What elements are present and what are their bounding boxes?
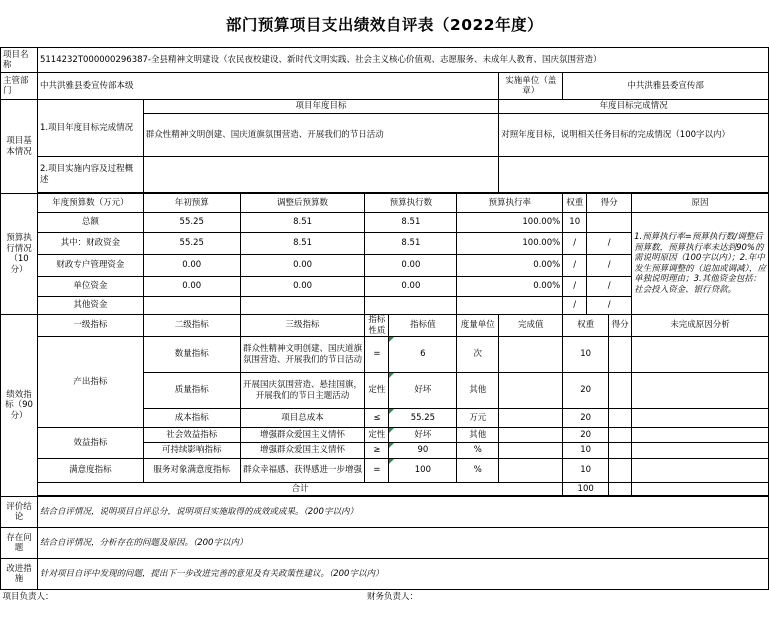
budget-row-adjusted: 8.51	[240, 233, 365, 255]
budget-section-label: 预算执行情况（10分）	[1, 194, 38, 315]
perf-row-done	[499, 428, 563, 443]
budget-row-executed: 0.00	[365, 277, 457, 297]
project-name-value: 5114232T000000296387-全县精神文明建设（农民夜校建设、新时代文明实践、社会主义核心价值观、志愿服务、未成年人教育、国庆氛围营造）	[37, 48, 768, 73]
budget-header-item: 年度预算数（万元）	[37, 194, 143, 213]
goal-value: 群众性精神文明创建、国庆道旗氛围营造、开展我们的节日活动	[143, 114, 498, 157]
budget-row-adjusted: 8.51	[240, 213, 365, 233]
perf-row-analysis	[632, 428, 769, 443]
perf-row-level2: 服务对象满意度指标	[143, 459, 240, 483]
budget-row-rate: 100.00%	[457, 233, 563, 255]
total-score	[609, 483, 632, 496]
perf-row-level3: 群众性精神文明创建、国庆道旗氛围营造、开展我们的节日活动	[240, 337, 365, 373]
perf-row-value: 100	[389, 459, 457, 483]
output-indicator-label: 产出指标	[37, 337, 143, 428]
perf-row-weight: 10	[563, 443, 609, 459]
perf-row-level2: 成本指标	[143, 409, 240, 428]
perf-row-level2: 数量指标	[143, 337, 240, 373]
budget-row-score: /	[587, 255, 632, 277]
perf-row-value: 55.25	[389, 409, 457, 428]
perf-row-analysis	[632, 373, 769, 409]
total-analysis	[632, 483, 769, 496]
total-weight: 100	[563, 483, 609, 496]
perf-row-value: 6	[389, 337, 457, 373]
perf-header-nature: 指标性质	[365, 315, 389, 337]
perf-row-nature: ≤	[365, 409, 389, 428]
perf-header-level2: 二级指标	[143, 315, 240, 337]
perf-row-score	[609, 443, 632, 459]
dept-label: 主管部门	[1, 73, 38, 100]
budget-row-label: 总额	[37, 213, 143, 233]
perf-row-level3: 项目总成本	[240, 409, 365, 428]
perf-row-analysis	[632, 409, 769, 428]
perf-header-value: 指标值	[389, 315, 457, 337]
perf-row-nature: =	[365, 459, 389, 483]
budget-row-adjusted	[240, 297, 365, 315]
evaluation-table	[0, 47, 769, 604]
perf-row-weight: 20	[563, 373, 609, 409]
perf-row-level3: 增强群众爱国主义情怀	[240, 428, 365, 443]
perf-row-value: 好坏	[389, 373, 457, 409]
budget-row-initial	[143, 297, 240, 315]
perf-row-weight: 10	[563, 337, 609, 373]
perf-header-analysis: 未完成原因分析	[632, 315, 769, 337]
perf-row-level2: 可持续影响指标	[143, 443, 240, 459]
perf-row-done	[499, 459, 563, 483]
perf-row-level3: 开展国庆氛围营造、悬挂国旗，开展我们的节日主题活动	[240, 373, 365, 409]
goal-header: 项目年度目标	[143, 100, 498, 114]
problems-text: 结合自评情况，分析存在的问题及原因。（200字以内）	[37, 528, 768, 559]
budget-row-executed: 0.00	[365, 255, 457, 277]
measures-label: 改进措施	[1, 559, 38, 590]
perf-header-level1: 一级指标	[37, 315, 143, 337]
budget-row-label: 其他资金	[37, 297, 143, 315]
conclusion-text: 结合自评情况，说明项目自评总分，说明项目实施取得的成效或成果。（200字以内）	[37, 497, 768, 528]
budget-header-executed: 预算执行数	[365, 194, 457, 213]
budget-row-label: 财政专户管理资金	[37, 255, 143, 277]
completion-desc: 对照年度目标，说明相关任务目标的完成情况（100字以内）	[499, 114, 769, 157]
perf-row-value: 好坏	[389, 428, 457, 443]
perf-header-score: 得分	[609, 315, 632, 337]
completion-header: 年度目标完成情况	[499, 100, 769, 114]
budget-header-rate: 预算执行率	[457, 194, 563, 213]
budget-row-rate: 0.00%	[457, 277, 563, 297]
perf-row-analysis	[632, 443, 769, 459]
perf-row-weight: 20	[563, 409, 609, 428]
budget-row-rate	[457, 297, 563, 315]
budget-header-initial: 年初预算	[143, 194, 240, 213]
budget-row-weight: /	[563, 277, 587, 297]
perf-row-level2: 质量指标	[143, 373, 240, 409]
perf-row-done	[499, 373, 563, 409]
perf-row-value: 90	[389, 443, 457, 459]
perf-header-done: 完成值	[499, 315, 563, 337]
budget-row-initial: 55.25	[143, 233, 240, 255]
conclusion-label: 评价结论	[1, 497, 38, 528]
perf-row-nature: 定性	[365, 373, 389, 409]
perf-row-score	[609, 373, 632, 409]
budget-row-adjusted: 0.00	[240, 255, 365, 277]
budget-header-score: 得分	[587, 194, 632, 213]
measures-text: 针对项目自评中发现的问题，提出下一步改进完善的意见及有关政策性建议。（200字以内）	[37, 559, 768, 590]
perf-row-level2: 社会效益指标	[143, 428, 240, 443]
perf-row-level3: 群众幸福感、获得感进一步增强	[240, 459, 365, 483]
perf-row-nature: ≥	[365, 443, 389, 459]
budget-row-score: /	[587, 277, 632, 297]
budget-header-weight: 权重	[563, 194, 587, 213]
finance-leader-label: 财务负责人：	[365, 590, 769, 604]
budget-row-weight: 10	[563, 213, 587, 233]
budget-row-initial: 0.00	[143, 277, 240, 297]
perf-header-unit: 度量单位	[457, 315, 499, 337]
page-title: 部门预算项目支出绩效自评表（2022年度）	[225, 15, 544, 34]
budget-row-adjusted: 0.00	[240, 277, 365, 297]
implementation-label: 2.项目实施内容及过程概述	[37, 157, 143, 193]
perf-row-unit: %	[457, 459, 499, 483]
perf-header-level3: 三级指标	[240, 315, 365, 337]
budget-row-initial: 0.00	[143, 255, 240, 277]
budget-row-weight: /	[563, 255, 587, 277]
perf-row-nature: 定性	[365, 428, 389, 443]
perf-row-score	[609, 459, 632, 483]
perf-row-nature: =	[365, 337, 389, 373]
perf-row-done	[499, 337, 563, 373]
perf-row-unit: 其他	[457, 428, 499, 443]
impl-unit-label: 实施单位（盖章）	[499, 73, 563, 100]
perf-row-score	[609, 428, 632, 443]
budget-reason-text: 1.预算执行率=预算执行数/调整后预算数，预算执行率未达到90%的需说明原因（100字以内）；2.年中发生预算调整的（追加或调减），应单独说明理由；3.其他资金包括：社会投入资金、银行贷款。	[632, 213, 769, 315]
perf-row-unit: 其他	[457, 373, 499, 409]
budget-row-executed: 8.51	[365, 233, 457, 255]
basic-section-label: 项目基本情况	[1, 100, 38, 194]
budget-row-label: 其中：财政资金	[37, 233, 143, 255]
project-name-label: 项目名称	[1, 48, 38, 73]
perf-row-weight: 10	[563, 459, 609, 483]
perf-row-level3: 增强群众爱国主义情怀	[240, 443, 365, 459]
perf-row-analysis	[632, 337, 769, 373]
budget-row-rate: 0.00%	[457, 255, 563, 277]
goal-completion-label: 1.项目年度目标完成情况	[37, 100, 143, 157]
benefit-indicator-label: 效益指标	[37, 428, 143, 459]
total-label: 合计	[37, 483, 562, 496]
perf-row-weight: 20	[563, 428, 609, 443]
budget-row-executed: 8.51	[365, 213, 457, 233]
perf-row-done	[499, 409, 563, 428]
budget-row-score: /	[587, 233, 632, 255]
performance-section-label: 绩效指标（90分）	[1, 315, 38, 497]
budget-row-rate: 100.00%	[457, 213, 563, 233]
perf-row-unit: 万元	[457, 409, 499, 428]
budget-row-score	[587, 213, 632, 233]
implementation-completion	[499, 157, 769, 193]
budget-row-executed	[365, 297, 457, 315]
budget-header-adjusted: 调整后预算数	[240, 194, 365, 213]
budget-row-weight: /	[563, 233, 587, 255]
perf-row-score	[609, 409, 632, 428]
budget-row-score: /	[587, 297, 632, 315]
perf-row-unit: 次	[457, 337, 499, 373]
perf-header-weight: 权重	[563, 315, 609, 337]
perf-row-unit: %	[457, 443, 499, 459]
budget-row-weight: /	[563, 297, 587, 315]
perf-row-analysis	[632, 459, 769, 483]
perf-row-score	[609, 337, 632, 373]
satisfaction-indicator-label: 满意度指标	[37, 459, 143, 483]
budget-header-reason: 原因	[632, 194, 769, 213]
project-leader-label: 项目负责人：	[1, 590, 365, 604]
impl-unit-value: 中共洪雅县委宣传部	[563, 73, 769, 100]
budget-row-label: 单位资金	[37, 277, 143, 297]
problems-label: 存在问题	[1, 528, 38, 559]
budget-row-initial: 55.25	[143, 213, 240, 233]
implementation-content	[143, 157, 498, 193]
dept-value: 中共洪雅县委宣传部本级	[37, 73, 498, 100]
perf-row-done	[499, 443, 563, 459]
